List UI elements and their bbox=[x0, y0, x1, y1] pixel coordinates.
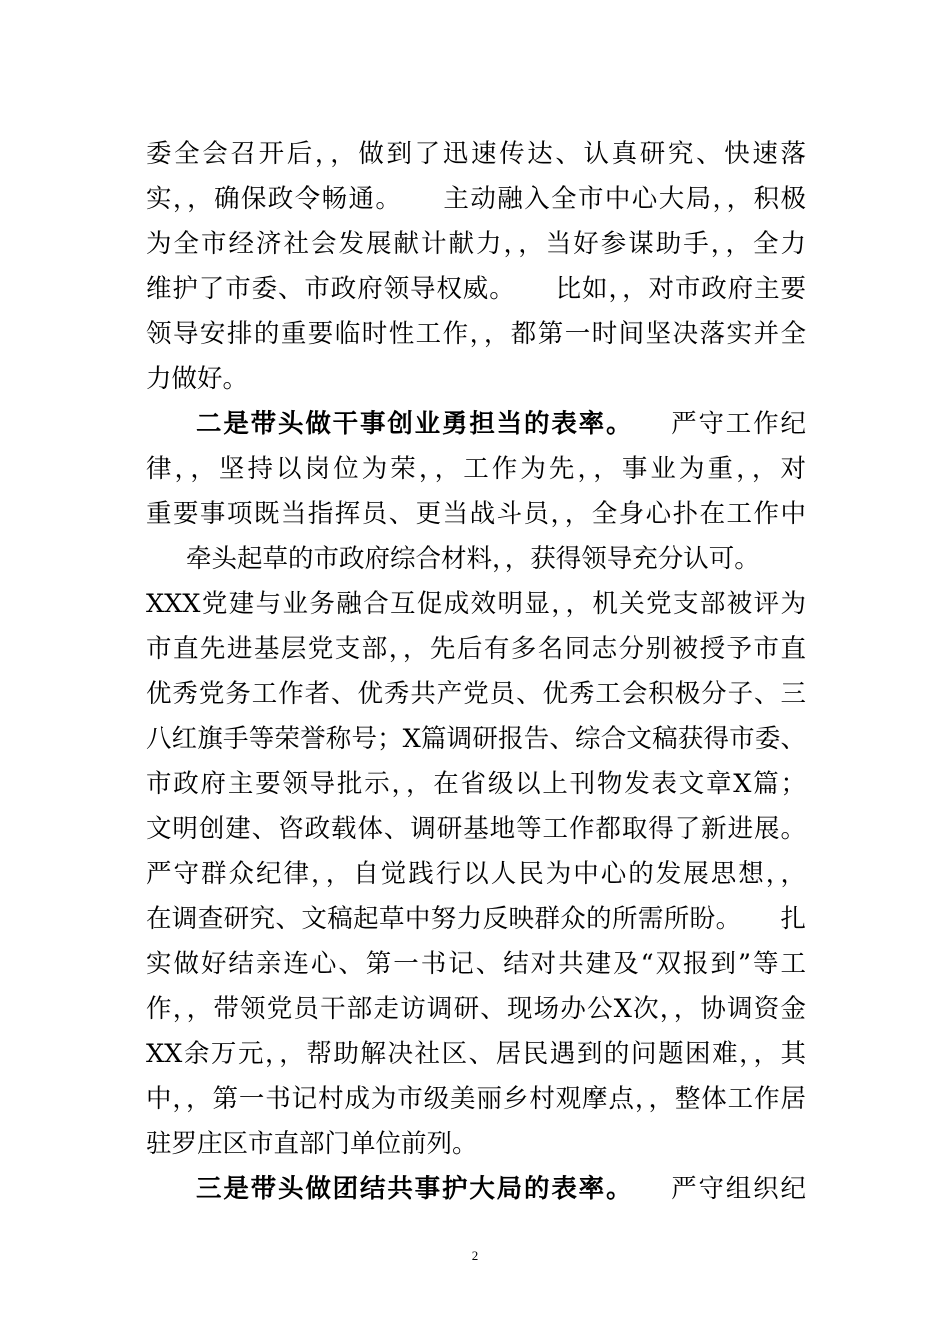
section-heading: 三是带头做团结共事护大局的表率。 bbox=[196, 1174, 634, 1204]
section-heading: 二是带头做干事创业勇担当的表率。 bbox=[196, 409, 634, 439]
paragraph-line: XX余万元，，帮助解决社区、居民遇到的问题困难，，其 bbox=[146, 1039, 806, 1069]
paragraph-line: 市直先进基层党支部，，先后有多名同志分别被授予市直 bbox=[146, 634, 806, 664]
paragraph-text: 严守组织纪 bbox=[669, 1174, 806, 1204]
paragraph-line: 实，，确保政令畅通。 主动融入全市中心大局，，积极 bbox=[146, 184, 806, 214]
paragraph-line: 在调查研究、文稿起草中努力反映群众的所需所盼。 扎 bbox=[146, 904, 806, 934]
paragraph-line: 中，，第一书记村成为市级美丽乡村观摩点，，整体工作居 bbox=[146, 1084, 806, 1114]
paragraph-line: 为全市经济社会发展献计献力，，当好参谋助手，，全力 bbox=[146, 229, 806, 259]
paragraph-line: 力做好。 bbox=[146, 364, 249, 394]
paragraph-line: 驻罗庄区市直部门单位前列。 bbox=[146, 1129, 478, 1159]
paragraph-line: 委全会召开后，，做到了迅速传达、认真研究、快速落 bbox=[146, 139, 806, 169]
paragraph-line: 牵头起草的市政府综合材料，，获得领导充分认可。 bbox=[186, 544, 760, 574]
section-heading-line bbox=[196, 404, 806, 444]
paragraph-line: 维护了市委、市政府领导权威。 比如，，对市政府主要 bbox=[146, 274, 806, 304]
paragraph-line: 作，，带领党员干部走访调研、现场办公X次，，协调资金 bbox=[146, 994, 806, 1024]
paragraph-line: 优秀党务工作者、优秀共产党员、优秀工会积极分子、三 bbox=[146, 679, 806, 709]
section-heading-line bbox=[196, 1169, 806, 1209]
paragraph-line: 领导安排的重要临时性工作，，都第一时间坚决落实并全 bbox=[146, 319, 806, 349]
paragraph-line: 实做好结亲连心、第一书记、结对共建及“双报到”等工 bbox=[146, 949, 806, 979]
paragraph-line: 重要事项既当指挥员、更当战斗员，，全身心扑在工作中 bbox=[146, 499, 806, 529]
paragraph-line: 市政府主要领导批示，，在省级以上刊物发表文章X篇； bbox=[146, 769, 806, 799]
paragraph-line: 文明创建、咨政载体、调研基地等工作都取得了新进展。 bbox=[146, 814, 806, 844]
paragraph-line: 律，，坚持以岗位为荣，，工作为先，，事业为重，，对 bbox=[146, 454, 806, 484]
paragraph-text: 严守工作纪 bbox=[669, 409, 806, 439]
paragraph-line: 严守群众纪律，，自觉践行以人民为中心的发展思想，， bbox=[146, 859, 806, 889]
paragraph-line: XXX党建与业务融合互促成效明显，，机关党支部被评为 bbox=[146, 589, 806, 619]
paragraph-line: 八红旗手等荣誉称号；X篇调研报告、综合文稿获得市委、 bbox=[146, 724, 806, 754]
page-number: 2 bbox=[471, 1248, 479, 1263]
